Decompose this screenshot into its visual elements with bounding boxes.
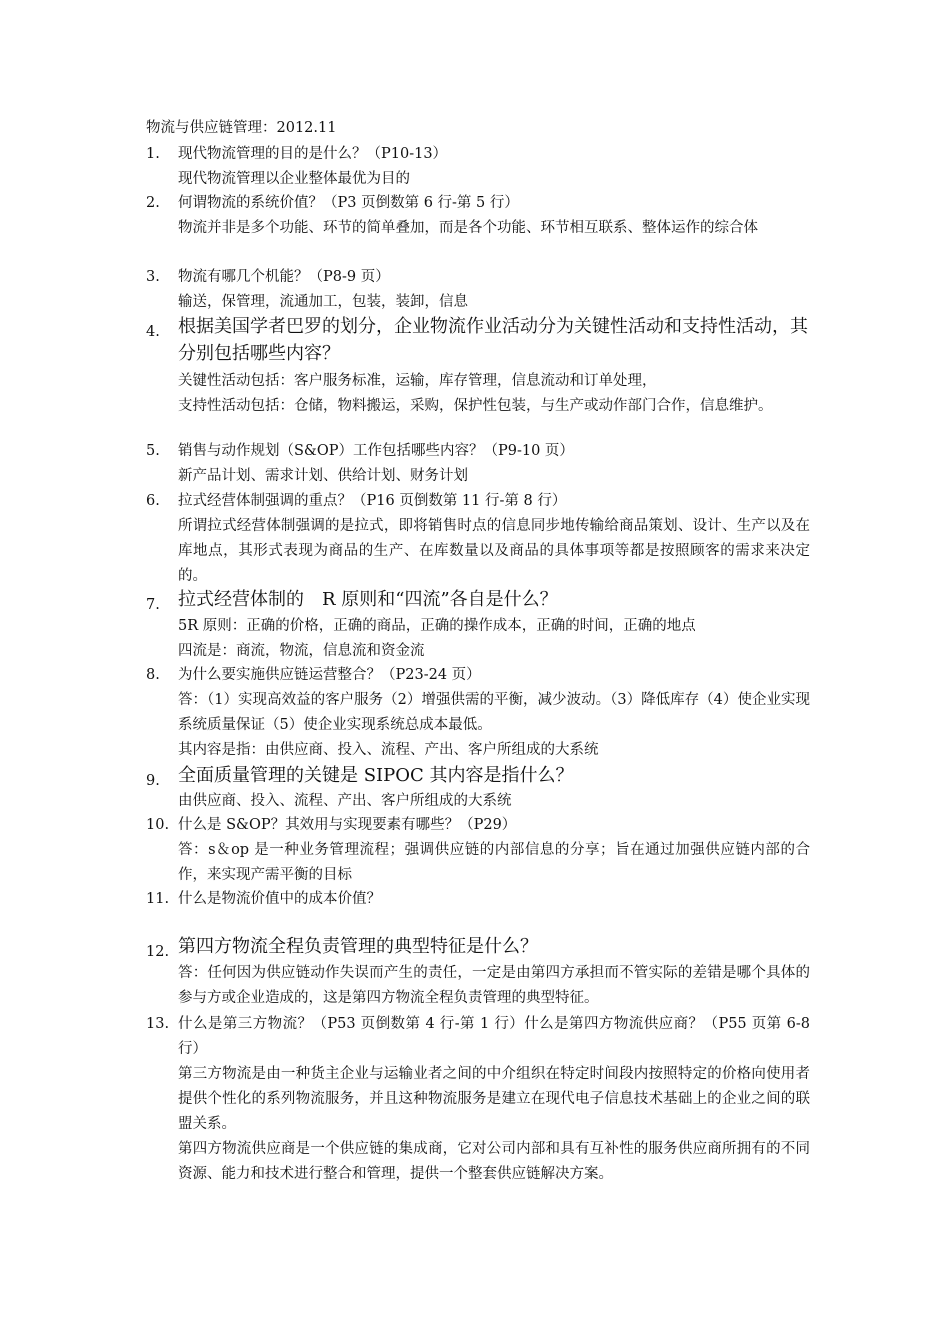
answer-text: 第四方物流供应商是一个供应链的集成商，它对公司内部和具有互补性的服务供应商所拥有的不同资源、能力和技术进行整合和管理，提供一个整套供应链解决方案。 [178, 1141, 810, 1182]
question-text: 全面质量管理的关键是 SIPOC 其内容是指什么？ [178, 765, 574, 786]
answer-text: 关键性活动包括：客户服务标准，运输，库存管理，信息流动和订单处理， [178, 373, 657, 389]
question-number: 5. [146, 443, 160, 459]
question-item [146, 489, 810, 589]
question-item [146, 663, 810, 763]
question-number: 9. [146, 773, 160, 789]
question-text: 物流有哪几个机能？（P8-9 页） [178, 269, 390, 285]
answer-text: 现代物流管理以企业整体最优为目的 [178, 171, 410, 187]
answer-text: 输送，保管理，流通加工，包装，装卸，信息 [178, 294, 468, 310]
question-text: 什么是物流价值中的成本价值？ [178, 891, 381, 907]
question-number: 8. [146, 667, 160, 683]
question-text: 为什么要实施供应链运营整合？（P23-24 页） [178, 667, 481, 683]
answer-text: 答：s＆op 是一种业务管理流程；强调供应链的内部信息的分享；旨在通过加强供应链内部的合作，来实现产需平衡的目标 [178, 842, 810, 883]
question-item [146, 762, 810, 814]
question-text: 根据美国学者巴罗的划分，企业物流作业活动分为关键性活动和支持性活动，其分别包括哪些内容？ [178, 316, 808, 364]
question-number: 7. [146, 597, 160, 613]
question-text: 销售与动作规划（S&OP）工作包括哪些内容？（P9-10 页） [178, 443, 574, 459]
question-number: 3. [146, 269, 160, 285]
answer-text: 答：（1）实现高效益的客户服务（2）增强供需的平衡，减少波动。（3）降低库存（4）使企业实现系统质量保证（5）使企业实现系统总成本最低。 [178, 692, 810, 733]
question-number: 10. [146, 817, 170, 833]
question-item [146, 813, 810, 888]
question-text: 现代物流管理的目的是什么？（P10-13） [178, 146, 448, 162]
answer-text: 答：任何因为供应链动作失误而产生的责任，一定是由第四方承担而不管实际的差错是哪个具体的参与方或企业造成的，这是第四方物流全程负责管理的典型特征。 [178, 965, 810, 1006]
question-item [146, 142, 810, 192]
answer-text: 四流是：商流，物流，信息流和资金流 [178, 643, 425, 659]
question-item [146, 191, 810, 241]
question-number: 12. [146, 944, 170, 960]
answer-text: 5R 原则：正确的价格，正确的商品，正确的操作成本，正确的时间，正确的地点 [178, 618, 696, 634]
answer-text: 物流并非是多个功能、环节的简单叠加，而是各个功能、环节相互联系、整体运作的综合体 [178, 220, 758, 236]
answer-text: 第三方物流是由一种货主企业与运输业者之间的中介组织在特定时间段内按照特定的价格向使用者提供个性化的系列物流服务，并且这种物流服务是建立在现代电子信息技术基础上的企业之间的联盟关系。 [178, 1066, 810, 1132]
question-item [146, 1012, 810, 1187]
question-item [146, 265, 810, 315]
question-text: 拉式经营体制强调的重点？（P16 页倒数第 11 行-第 8 行） [178, 493, 567, 509]
question-item [146, 586, 810, 664]
answer-text: 新产品计划、需求计划、供给计划、财务计划 [178, 468, 468, 484]
answer-text: 所谓拉式经营体制强调的是拉式，即将销售时点的信息同步地传输给商品策划、设计、生产以及在库地点，其形式表现为商品的生产、在库数量以及商品的具体事项等都是按照顾客的需求来决定的。 [178, 518, 810, 584]
answer-text: 由供应商、投入、流程、产出、客户所组成的大系统 [178, 793, 512, 809]
answer-text: 其内容是指：由供应商、投入、流程、产出、客户所组成的大系统 [178, 742, 599, 758]
question-item [146, 313, 810, 419]
question-number: 13. [146, 1016, 170, 1032]
question-text: 什么是第三方物流？（P53 页倒数第 4 行-第 1 行）什么是第四方物流供应商？（P55 页第 6-8 行） [178, 1016, 810, 1057]
answer-text: 支持性活动包括：仓储，物料搬运，采购，保护性包装，与生产或动作部门合作，信息维护。 [178, 398, 773, 414]
question-item [146, 439, 810, 489]
question-number: 1. [146, 146, 160, 162]
question-text: 第四方物流全程负责管理的典型特征是什么？ [178, 936, 538, 957]
question-text: 拉式经营体制的 R 原则和“四流”各自是什么？ [178, 589, 558, 610]
question-item [146, 933, 810, 1011]
question-text: 什么是 S&OP？其效用与实现要素有哪些？（P29） [178, 817, 517, 833]
question-number: 11. [146, 891, 170, 907]
question-number: 4. [146, 324, 160, 340]
question-number: 2. [146, 195, 160, 211]
question-text: 何谓物流的系统价值？（P3 页倒数第 6 行-第 5 行） [178, 195, 519, 211]
document-title: 物流与供应链管理：2012.11 [146, 120, 337, 136]
question-item [146, 887, 810, 912]
question-number: 6. [146, 493, 160, 509]
